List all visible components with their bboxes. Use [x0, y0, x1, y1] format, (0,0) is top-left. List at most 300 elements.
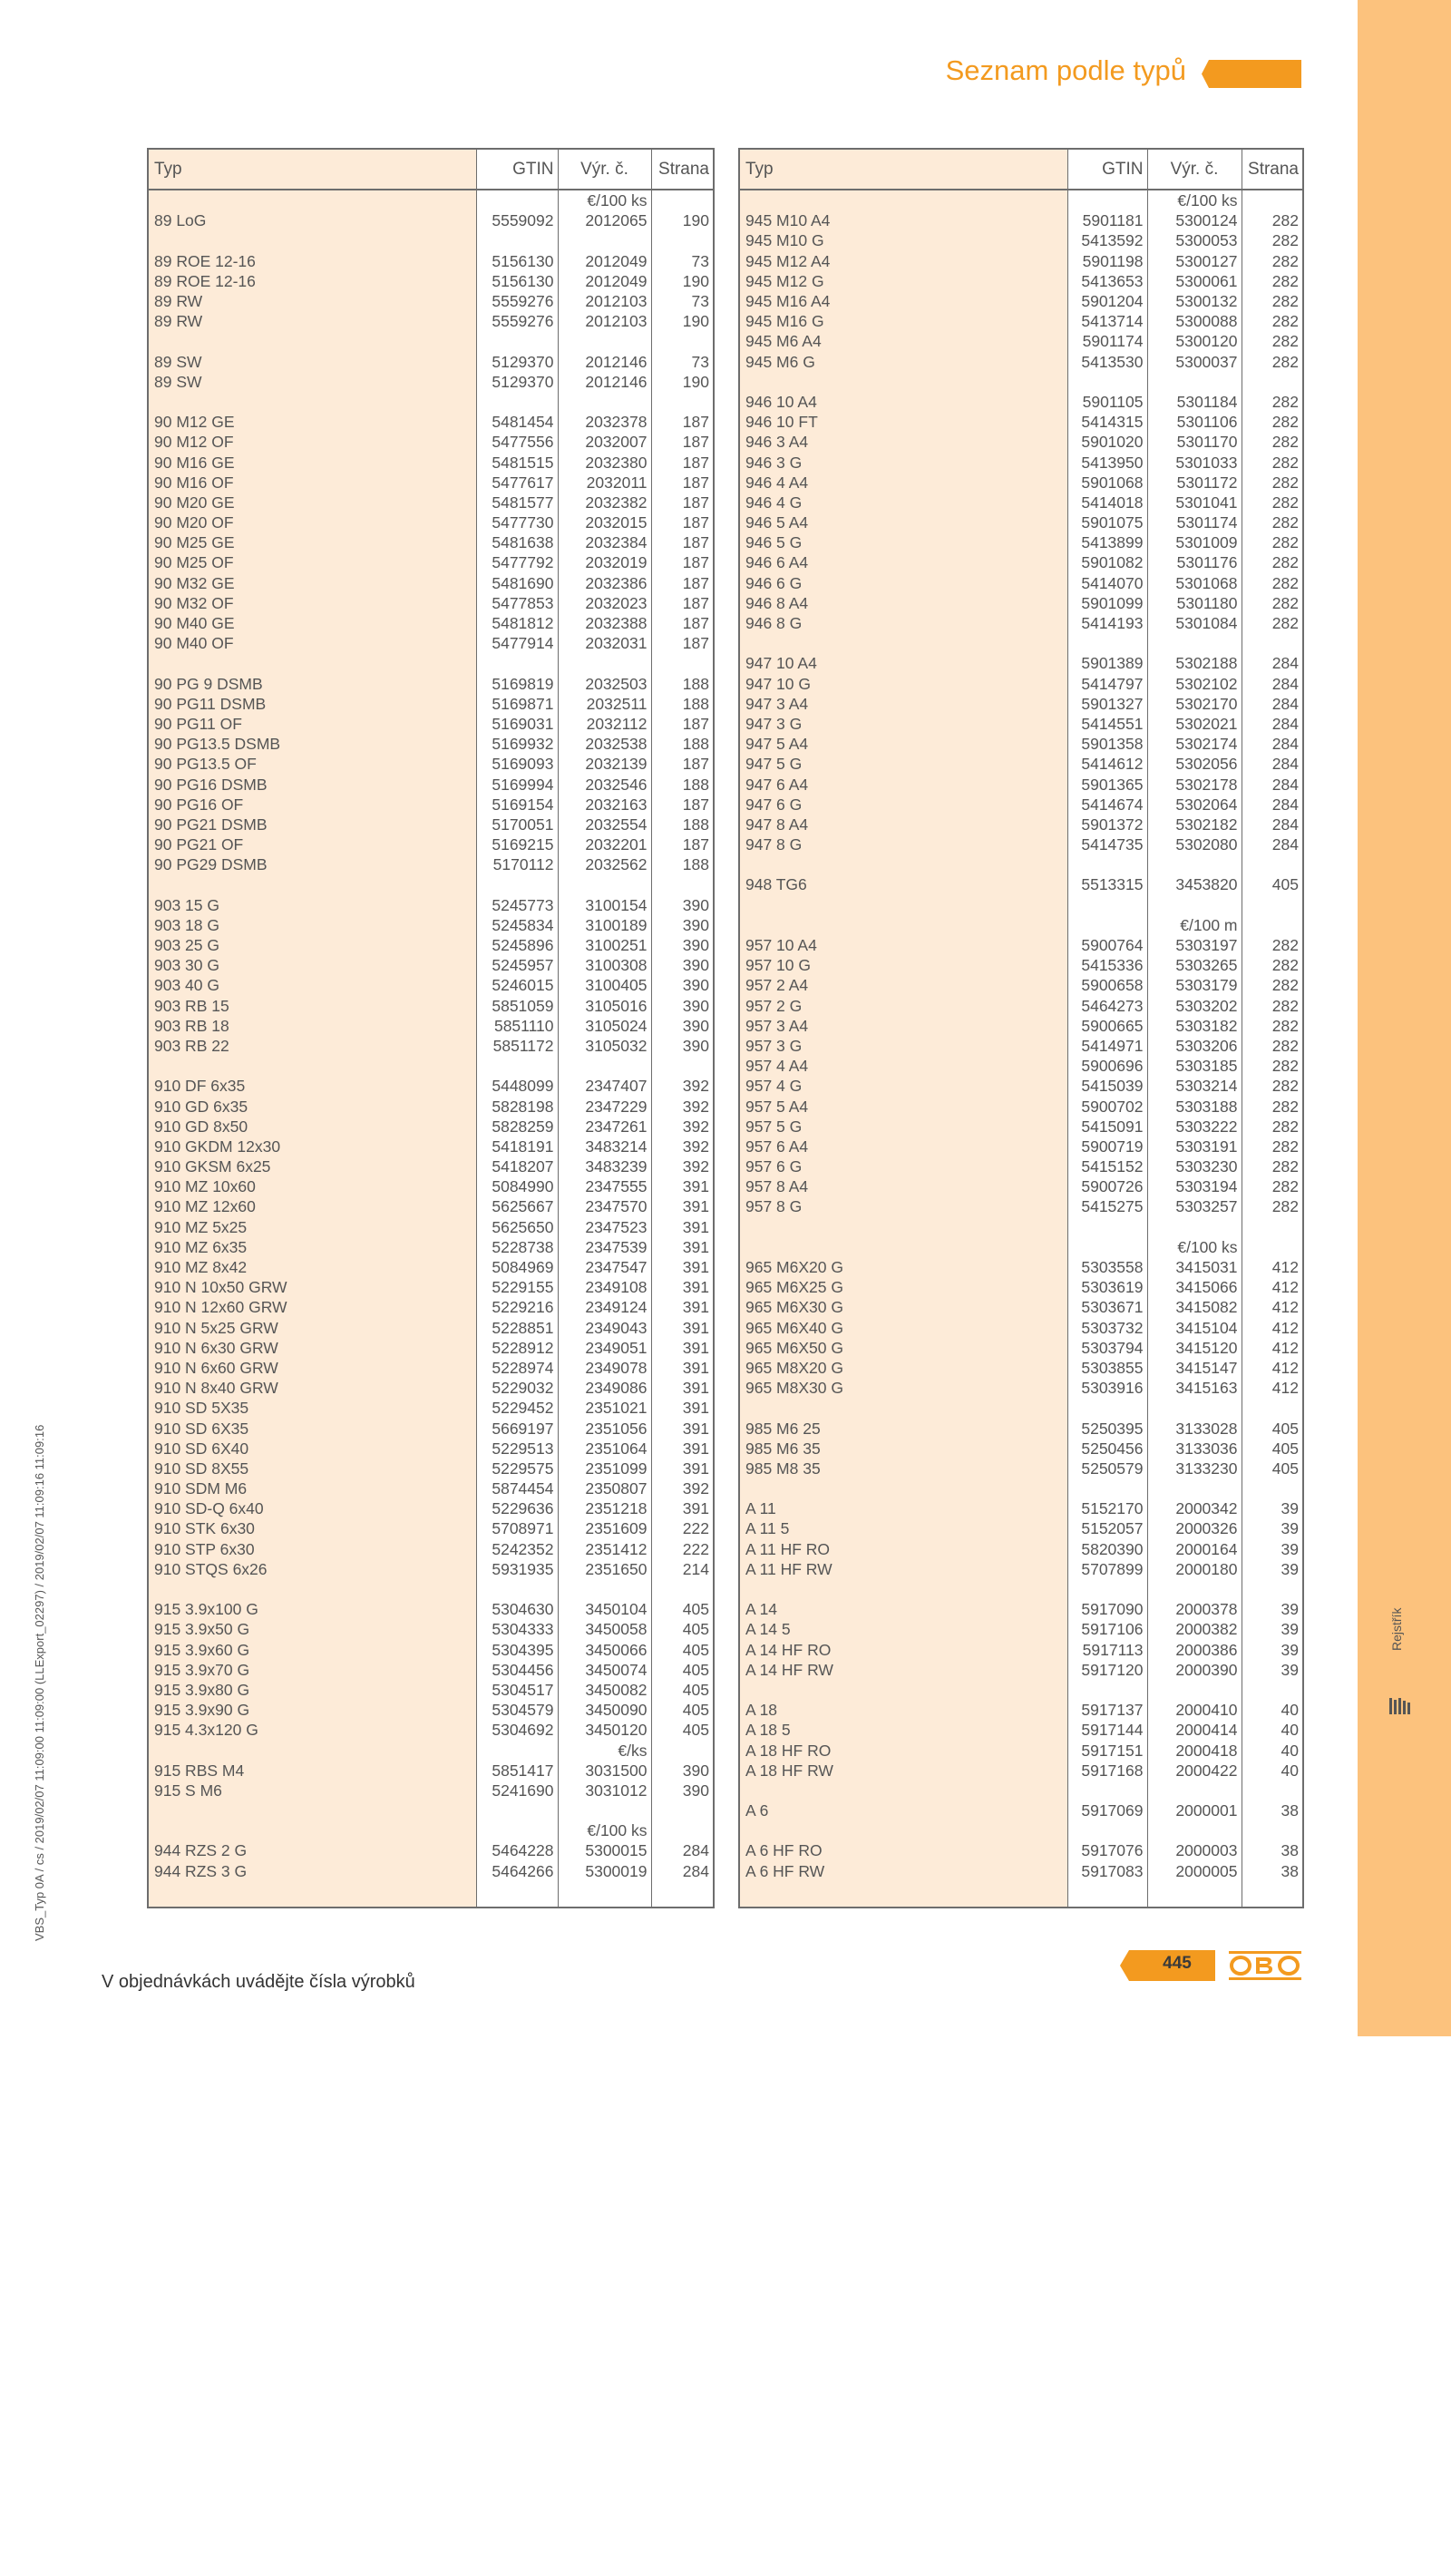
cell-strana: 190 [651, 372, 714, 392]
cell-vyr: 2000386 [1147, 1640, 1242, 1660]
cell-typ: 910 SD 6X40 [148, 1439, 476, 1459]
cell-gtin: 5413653 [1067, 271, 1147, 291]
cell-gtin: 5900665 [1067, 1016, 1147, 1036]
cell-typ: 945 M10 A4 [739, 210, 1067, 230]
cell-strana: 391 [651, 1459, 714, 1478]
cell-strana [1242, 1820, 1303, 1840]
cell-vyr [1147, 854, 1242, 874]
table-row [739, 1861, 1303, 1881]
cell-strana: 391 [651, 1378, 714, 1398]
cell-strana: 391 [651, 1176, 714, 1196]
cell-typ: 957 6 G [739, 1156, 1067, 1176]
cell-strana: 282 [1242, 473, 1303, 493]
cell-strana [651, 1820, 714, 1840]
cell-gtin: 5414735 [1067, 834, 1147, 854]
cell-strana: 73 [651, 352, 714, 372]
cell-strana: 39 [1242, 1599, 1303, 1619]
cell-strana [1242, 1680, 1303, 1700]
cell-vyr: 2000001 [1147, 1800, 1242, 1820]
cell-strana: 39 [1242, 1619, 1303, 1639]
table-row [739, 1720, 1303, 1740]
cell-unit: €/100 ks [1147, 1237, 1242, 1257]
cell-typ: 957 3 G [739, 1036, 1067, 1056]
cell-typ: 910 MZ 5x25 [148, 1217, 476, 1237]
cell-gtin: 5250579 [1067, 1459, 1147, 1478]
cell-vyr: 2349124 [558, 1297, 651, 1317]
cell-typ [739, 1820, 1067, 1840]
cell-vyr: 5303230 [1147, 1156, 1242, 1176]
cell-strana [651, 1881, 714, 1908]
col-header-strana: Strana [651, 149, 714, 190]
cell-vyr: 3450074 [558, 1660, 651, 1680]
cell-vyr: 2012103 [558, 311, 651, 331]
cell-strana [1242, 1579, 1303, 1599]
cell-vyr: 5301172 [1147, 473, 1242, 493]
spacer-row [148, 653, 714, 673]
cell-typ: 965 M8X30 G [739, 1378, 1067, 1398]
index-tab-label[interactable] [1389, 1578, 1417, 1687]
table-row [148, 1418, 714, 1438]
cell-strana [651, 1800, 714, 1820]
cell-vyr [1147, 1820, 1242, 1840]
cell-vyr: 5303191 [1147, 1137, 1242, 1156]
cell-gtin: 5229155 [476, 1277, 558, 1297]
cell-vyr: 5300015 [558, 1840, 651, 1860]
cell-gtin: 5245773 [476, 895, 558, 915]
table-row [148, 1619, 714, 1639]
table-row [148, 1237, 714, 1257]
cell-vyr: 2000418 [1147, 1740, 1242, 1760]
cell-strana: 392 [651, 1096, 714, 1116]
cell-vyr: 5303188 [1147, 1096, 1242, 1116]
cell-typ: 915 3.9x50 G [148, 1619, 476, 1639]
table-row [148, 955, 714, 975]
cell-typ: 957 6 A4 [739, 1137, 1067, 1156]
cell-vyr: 3450104 [558, 1599, 651, 1619]
cell-typ: 90 M25 OF [148, 552, 476, 572]
cell-typ: 89 ROE 12-16 [148, 271, 476, 291]
cell-typ: 90 PG21 DSMB [148, 815, 476, 834]
table-row [148, 633, 714, 653]
table-row [148, 473, 714, 493]
cell-typ: 910 N 8x40 GRW [148, 1378, 476, 1398]
cell-gtin: 5448099 [476, 1076, 558, 1096]
cell-strana: 284 [1242, 795, 1303, 815]
cell-strana: 282 [1242, 1196, 1303, 1216]
table-row [148, 915, 714, 935]
cell-vyr: 2000382 [1147, 1619, 1242, 1639]
cell-gtin: 5669197 [476, 1418, 558, 1438]
cell-gtin: 5303855 [1067, 1358, 1147, 1378]
type-table-right [738, 148, 1304, 1908]
cell-gtin [476, 190, 558, 210]
cell-typ [148, 1056, 476, 1076]
table-row [739, 512, 1303, 532]
table-row [739, 1076, 1303, 1096]
cell-gtin: 5304456 [476, 1660, 558, 1680]
table-row [148, 493, 714, 512]
cell-gtin: 5169031 [476, 714, 558, 734]
cell-vyr: 3415066 [1147, 1277, 1242, 1297]
cell-vyr [1147, 1398, 1242, 1418]
cell-typ: 945 M16 G [739, 311, 1067, 331]
cell-strana: 284 [1242, 714, 1303, 734]
cell-gtin [476, 1881, 558, 1908]
cell-vyr: 5300061 [1147, 271, 1242, 291]
cell-gtin [1067, 854, 1147, 874]
cell-gtin: 5228738 [476, 1237, 558, 1257]
cell-vyr: 5303214 [1147, 1076, 1242, 1096]
cell-typ: 89 LoG [148, 210, 476, 230]
cell-gtin: 5900719 [1067, 1137, 1147, 1156]
cell-typ: 90 M16 GE [148, 452, 476, 472]
cell-gtin: 5304333 [476, 1619, 558, 1639]
table-body-right [739, 190, 1303, 1908]
cell-vyr: 5301041 [1147, 493, 1242, 512]
cell-strana: 282 [1242, 1076, 1303, 1096]
cell-gtin [476, 1820, 558, 1840]
cell-strana: 40 [1242, 1740, 1303, 1760]
cell-vyr: 5303265 [1147, 955, 1242, 975]
spacer-row [739, 372, 1303, 392]
cell-vyr [558, 1881, 651, 1908]
cell-gtin: 5250456 [1067, 1439, 1147, 1459]
spacer-row [148, 331, 714, 351]
cell-gtin: 5481577 [476, 493, 558, 512]
cell-gtin: 5413950 [1067, 452, 1147, 472]
cell-typ [148, 331, 476, 351]
cell-gtin: 5851110 [476, 1016, 558, 1036]
table-row [739, 935, 1303, 955]
cell-gtin: 5901198 [1067, 251, 1147, 271]
cell-vyr: 3100189 [558, 915, 651, 935]
cell-gtin: 5415152 [1067, 1156, 1147, 1176]
cell-strana: 40 [1242, 1720, 1303, 1740]
cell-strana: 282 [1242, 512, 1303, 532]
cell-strana: 282 [1242, 955, 1303, 975]
unit-row [739, 1237, 1303, 1257]
table-row [739, 613, 1303, 633]
cell-typ: 910 STP 6x30 [148, 1539, 476, 1559]
cell-gtin: 5304579 [476, 1700, 558, 1720]
table-row [739, 452, 1303, 472]
cell-strana: 39 [1242, 1539, 1303, 1559]
cell-strana [1242, 854, 1303, 874]
table-row [148, 1840, 714, 1860]
table-row [148, 1599, 714, 1619]
table-row [739, 1318, 1303, 1338]
cell-typ: 947 10 A4 [739, 653, 1067, 673]
cell-strana: 188 [651, 734, 714, 754]
cell-vyr: 2000378 [1147, 1599, 1242, 1619]
cell-vyr: 2349108 [558, 1277, 651, 1297]
cell-gtin: 5156130 [476, 251, 558, 271]
cell-gtin [476, 331, 558, 351]
cell-typ: 957 2 A4 [739, 975, 1067, 995]
table-row [148, 795, 714, 815]
cell-strana: 391 [651, 1398, 714, 1418]
table-row [148, 1498, 714, 1518]
cell-strana: 282 [1242, 552, 1303, 572]
cell-gtin [1067, 633, 1147, 653]
cell-vyr: 2032503 [558, 674, 651, 694]
cell-vyr: 2350807 [558, 1478, 651, 1498]
cell-gtin: 5901174 [1067, 331, 1147, 351]
table-row [739, 1518, 1303, 1538]
cell-gtin: 5559276 [476, 291, 558, 311]
cell-vyr [1147, 1217, 1242, 1237]
cell-vyr: 5302182 [1147, 815, 1242, 834]
cell-gtin: 5241690 [476, 1781, 558, 1800]
cell-strana [1242, 372, 1303, 392]
cell-typ: A 18 HF RW [739, 1761, 1067, 1781]
cell-typ: A 6 HF RW [739, 1861, 1067, 1881]
cell-vyr: 2032538 [558, 734, 651, 754]
cell-strana: 390 [651, 1016, 714, 1036]
cell-typ: 965 M6X50 G [739, 1338, 1067, 1358]
cell-typ: 90 PG16 DSMB [148, 774, 476, 794]
spacer-row [148, 230, 714, 250]
cell-typ: 90 M20 GE [148, 493, 476, 512]
table-row [739, 1016, 1303, 1036]
table-row [148, 311, 714, 331]
cell-strana: 405 [651, 1700, 714, 1720]
cell-vyr [558, 392, 651, 412]
cell-strana: 282 [1242, 1016, 1303, 1036]
cell-strana: 187 [651, 432, 714, 452]
cell-unit: €/100 m [1147, 915, 1242, 935]
cell-gtin: 5413592 [1067, 230, 1147, 250]
cell-typ: 90 M40 GE [148, 613, 476, 633]
table-row [148, 1539, 714, 1559]
table-row [148, 1196, 714, 1216]
cell-gtin: 5901365 [1067, 774, 1147, 794]
cell-gtin [476, 874, 558, 894]
cell-vyr [558, 874, 651, 894]
table-row [739, 1196, 1303, 1216]
cell-gtin: 5901105 [1067, 392, 1147, 412]
cell-gtin: 5414193 [1067, 613, 1147, 633]
col-header-gtin: GTIN [476, 149, 558, 190]
cell-typ: 946 3 A4 [739, 432, 1067, 452]
cell-strana: 284 [651, 1840, 714, 1860]
table-row [739, 532, 1303, 552]
cell-vyr: 2347229 [558, 1096, 651, 1116]
table-row [739, 251, 1303, 271]
cell-strana [1242, 1217, 1303, 1237]
table-row [148, 1137, 714, 1156]
cell-vyr: 2000410 [1147, 1700, 1242, 1720]
cell-typ [739, 1237, 1067, 1257]
cell-strana: 38 [1242, 1840, 1303, 1860]
cell-vyr: 2351056 [558, 1418, 651, 1438]
cell-vyr: 2000414 [1147, 1720, 1242, 1740]
cell-typ: 910 N 12x60 GRW [148, 1297, 476, 1317]
cell-gtin: 5708971 [476, 1518, 558, 1538]
cell-gtin: 5917168 [1067, 1761, 1147, 1781]
cell-strana: 405 [651, 1720, 714, 1740]
index-tabs-icon [1389, 1698, 1411, 1714]
cell-strana: 188 [651, 694, 714, 714]
cell-gtin: 5900726 [1067, 1176, 1147, 1196]
table-row [148, 895, 714, 915]
cell-gtin: 5418207 [476, 1156, 558, 1176]
cell-strana: 187 [651, 573, 714, 593]
cell-vyr: 2349086 [558, 1378, 651, 1398]
cell-typ: A 14 HF RO [739, 1640, 1067, 1660]
cell-typ: 90 PG13.5 DSMB [148, 734, 476, 754]
table-row [148, 1761, 714, 1781]
cell-typ: 90 M12 GE [148, 412, 476, 432]
index-label-text: Rejstřík [1389, 1607, 1404, 1651]
cell-strana: 187 [651, 714, 714, 734]
cell-vyr: 2032386 [558, 573, 651, 593]
cell-typ: 910 SD 6X35 [148, 1418, 476, 1438]
cell-typ [148, 230, 476, 250]
cell-typ [739, 633, 1067, 653]
cell-gtin [1067, 1237, 1147, 1257]
cell-gtin: 5242352 [476, 1539, 558, 1559]
cell-unit: €/100 ks [558, 1820, 651, 1840]
cell-strana: 188 [651, 774, 714, 794]
page-number: 445 [1163, 1954, 1192, 1973]
cell-strana: 282 [1242, 331, 1303, 351]
cell-gtin: 5559092 [476, 210, 558, 230]
cell-typ: 946 6 A4 [739, 552, 1067, 572]
cell-vyr: 2000390 [1147, 1660, 1242, 1680]
cell-strana: 391 [651, 1217, 714, 1237]
cell-vyr: 5303257 [1147, 1196, 1242, 1216]
table-row [148, 1257, 714, 1277]
table-row [739, 975, 1303, 995]
table-row [739, 1156, 1303, 1176]
cell-strana: 39 [1242, 1498, 1303, 1518]
table-row [739, 1096, 1303, 1116]
cell-gtin: 5229032 [476, 1378, 558, 1398]
cell-gtin: 5477853 [476, 593, 558, 613]
table-row [148, 854, 714, 874]
cell-gtin: 5414551 [1067, 714, 1147, 734]
cell-typ: 985 M6 35 [739, 1439, 1067, 1459]
cell-strana: 38 [1242, 1800, 1303, 1820]
cell-vyr: 2347555 [558, 1176, 651, 1196]
cell-gtin: 5464266 [476, 1861, 558, 1881]
cell-strana: 187 [651, 452, 714, 472]
cell-gtin: 5851059 [476, 996, 558, 1016]
table-row [148, 694, 714, 714]
cell-strana: 187 [651, 613, 714, 633]
cell-typ [739, 1579, 1067, 1599]
cell-gtin: 5481812 [476, 613, 558, 633]
cell-typ [739, 372, 1067, 392]
table-row [148, 754, 714, 774]
table-row [739, 1137, 1303, 1156]
cell-vyr: 3450058 [558, 1619, 651, 1639]
cell-vyr: 5301170 [1147, 432, 1242, 452]
cell-strana: 391 [651, 1498, 714, 1518]
cell-vyr: 5300124 [1147, 210, 1242, 230]
cell-typ: 985 M8 35 [739, 1459, 1067, 1478]
cell-vyr: 2032380 [558, 452, 651, 472]
cell-strana [651, 1740, 714, 1760]
cell-gtin: 5917113 [1067, 1640, 1147, 1660]
cell-vyr: 2349051 [558, 1338, 651, 1358]
cell-typ: 903 15 G [148, 895, 476, 915]
cell-vyr: 2032163 [558, 795, 651, 815]
table-row [739, 996, 1303, 1016]
cell-typ: 90 M32 GE [148, 573, 476, 593]
cell-strana: 282 [1242, 251, 1303, 271]
cell-typ: 915 3.9x90 G [148, 1700, 476, 1720]
cell-typ: 910 SD 5X35 [148, 1398, 476, 1418]
col-header-typ: Typ [739, 149, 1067, 190]
cell-strana: 284 [651, 1861, 714, 1881]
cell-strana: 282 [1242, 1096, 1303, 1116]
cell-strana: 405 [1242, 1418, 1303, 1438]
cell-typ: 910 SD-Q 6x40 [148, 1498, 476, 1518]
table-row [148, 1700, 714, 1720]
cell-typ [148, 1800, 476, 1820]
table-row [739, 271, 1303, 291]
cell-gtin [1067, 1881, 1147, 1908]
unit-row [739, 190, 1303, 210]
cell-vyr: 5300053 [1147, 230, 1242, 250]
table-row [148, 1176, 714, 1196]
table-row [148, 1439, 714, 1459]
table-row [739, 1640, 1303, 1660]
cell-vyr: 5302174 [1147, 734, 1242, 754]
cell-typ: A 6 HF RO [739, 1840, 1067, 1860]
cell-strana: 412 [1242, 1277, 1303, 1297]
cell-vyr: 2032546 [558, 774, 651, 794]
table-row [148, 271, 714, 291]
table-row [739, 1277, 1303, 1297]
cell-typ: 910 GD 8x50 [148, 1117, 476, 1137]
cell-gtin: 5917106 [1067, 1619, 1147, 1639]
cell-typ: 90 M16 OF [148, 473, 476, 493]
cell-strana: 187 [651, 795, 714, 815]
cell-typ: 90 PG 9 DSMB [148, 674, 476, 694]
cell-strana: 412 [1242, 1358, 1303, 1378]
cell-gtin: 5304630 [476, 1599, 558, 1619]
cell-strana: 187 [651, 532, 714, 552]
cell-typ: 957 5 G [739, 1117, 1067, 1137]
cell-unit: €/ks [558, 1740, 651, 1760]
table-row [148, 1660, 714, 1680]
cell-typ: 910 DF 6x35 [148, 1076, 476, 1096]
cell-gtin: 5917090 [1067, 1599, 1147, 1619]
cell-typ: 965 M6X40 G [739, 1318, 1067, 1338]
cell-vyr: 5300127 [1147, 251, 1242, 271]
cell-typ: 957 5 A4 [739, 1096, 1067, 1116]
cell-typ: 910 STK 6x30 [148, 1518, 476, 1538]
table-row [739, 392, 1303, 412]
table-row [739, 552, 1303, 572]
spacer-row [739, 1217, 1303, 1237]
cell-gtin: 5229575 [476, 1459, 558, 1478]
table-row [739, 795, 1303, 815]
table-row [739, 1297, 1303, 1317]
table-row [148, 1559, 714, 1579]
cell-typ: 985 M6 25 [739, 1418, 1067, 1438]
cell-vyr: 5302188 [1147, 653, 1242, 673]
spacer-row [739, 854, 1303, 874]
header-tab-marker [1202, 60, 1301, 88]
cell-gtin: 5901181 [1067, 210, 1147, 230]
cell-strana: 390 [651, 895, 714, 915]
spacer-row [148, 1056, 714, 1076]
cell-strana [651, 653, 714, 673]
